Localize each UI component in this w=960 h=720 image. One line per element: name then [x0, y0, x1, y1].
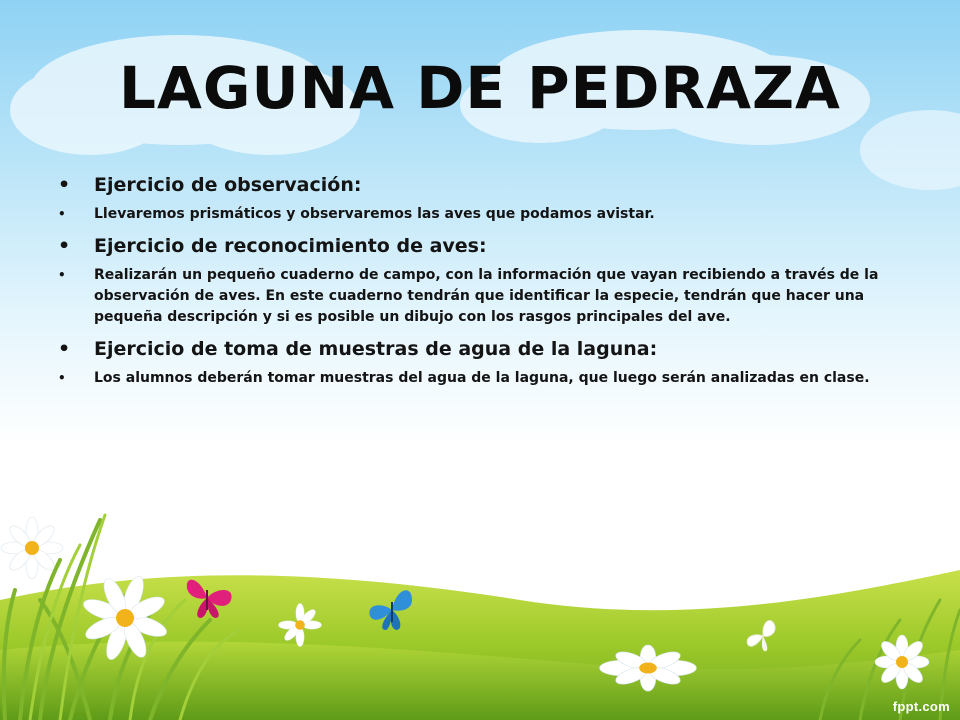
bullet-item	[58, 172, 908, 198]
bullet-marker: •	[58, 235, 71, 257]
bullet-text: Los alumnos deberán tomar muestras del agua de la laguna, que luego serán analizadas en clase.	[94, 370, 870, 386]
bullet-text: Ejercicio de reconocimiento de aves:	[94, 235, 487, 257]
bullet-marker: •	[58, 207, 66, 221]
bullet-item	[58, 368, 908, 389]
bullet-text: Ejercicio de toma de muestras de agua de la laguna:	[94, 338, 658, 360]
bullet-marker: •	[58, 174, 71, 196]
footer-brand: fppt.com	[892, 699, 950, 714]
bullet-list	[58, 172, 908, 397]
bullet-item	[58, 204, 908, 225]
bullet-item	[58, 265, 908, 328]
bullet-text: Llevaremos prismáticos y observaremos las aves que podamos avistar.	[94, 206, 655, 222]
bullet-text: Realizarán un pequeño cuaderno de campo, con la información que vayan recibiendo a través de la observación de aves. En este cuaderno tendrán que identificar la especie, tendrán que hacer una pequeña descripción y si es posible un dibujo con los rasgos principales del ave.	[94, 267, 879, 325]
bullet-item	[58, 336, 908, 362]
bullet-marker: •	[58, 268, 66, 282]
daisy-icon	[875, 635, 929, 689]
bullet-item	[58, 233, 908, 259]
slide-title: LAGUNA DE PEDRAZA	[119, 54, 841, 122]
bullet-marker: •	[58, 338, 71, 360]
bullet-marker: •	[58, 371, 66, 385]
bullet-text: Ejercicio de observación:	[94, 174, 362, 196]
